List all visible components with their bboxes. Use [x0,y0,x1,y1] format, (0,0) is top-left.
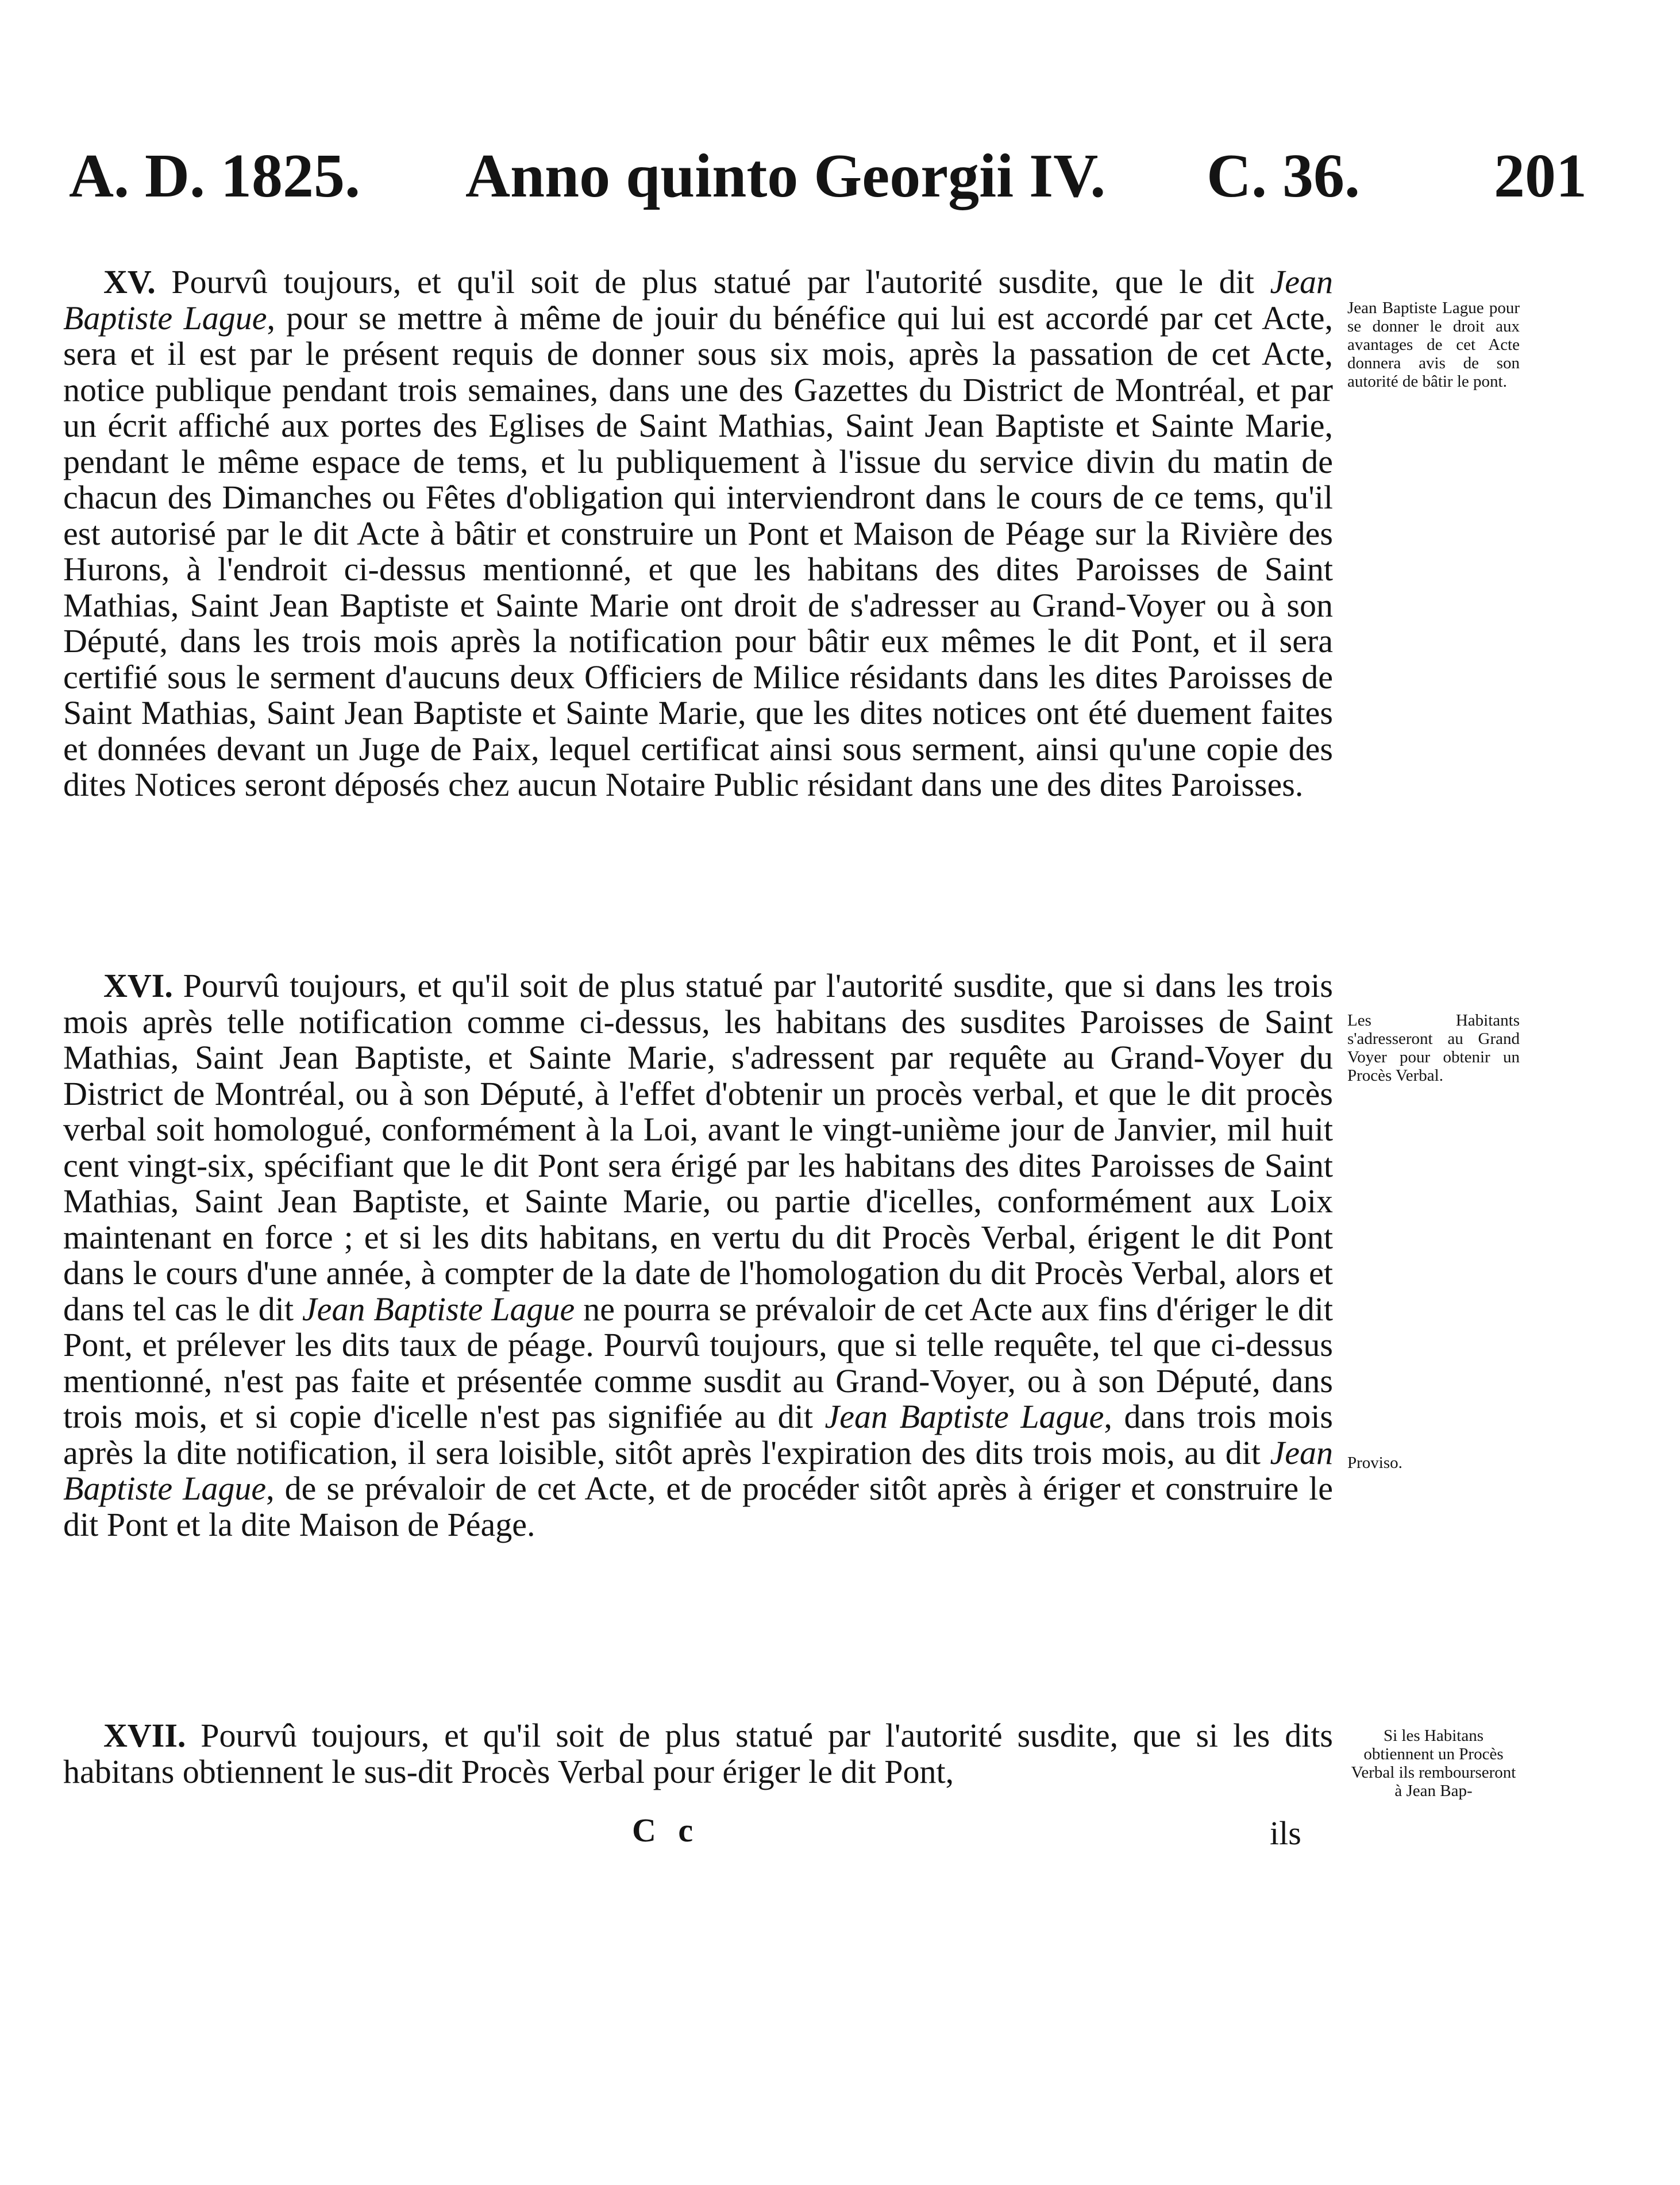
section-xvii-number: XVII. [103,1717,186,1754]
margin-note-xvii: Si les Habitans obtiennent un Procès Verbal ils rembourseront à Jean Bap- [1351,1727,1516,1800]
section-xvi-text-4: , de se prévaloir de cet Acte, et de procéder sitôt après à ériger et construire le dit Pont et la dite Maison de Péage. [63,1470,1333,1543]
section-xvi-name-1: Jean Baptiste Lague [302,1290,575,1328]
page-number: 201 [1494,142,1587,210]
signature-mark: C c [632,1812,700,1849]
section-xvi-text-3: , dans trois mois après la dite notification, il sera loisible, sitôt après l'expiration des dits trois mois, au dit [63,1398,1334,1471]
section-xvii [63,1718,1333,1790]
section-xvii-text-1: Pourvû toujours, et qu'il soit de plus statué par l'autorité susdite, que si les dits habitans obtiennent le sus-dit Procès Verbal pour ériger le dit Pont, [63,1717,1334,1790]
header-title: Anno quinto Georgii IV. [465,142,1106,210]
margin-note-xv: Jean Baptiste Lague pour se donner le droit aux avantages de cet Acte donnera avis de son autorité de bâtir le pont. [1347,299,1520,391]
section-xvi-text-1: Pourvû toujours, et qu'il soit de plus statué par l'autorité susdite, que si dans les trois mois après telle notification comme ci-dessus, les habitans des susdites Paroisses de Saint Mathias, Saint Jean Baptiste, et Sainte Marie, s'adressent par requête au Grand-Voyer du District de Montréal, ou à son Député, à l'effet d'obtenir un procès verbal, et que le dit procès verbal soit homologué, conformément à la Loi, avant le vingt-unième jour de Janvier, mil huit cent vingt-six, spécifiant que le dit Pont sera érigé par les habitans des dites Paroisses de Saint Mathias, Saint Jean Baptiste, et Sainte Marie, ou partie d'icelles, conformément aux Loix maintenant en force ; et si les dits habitans, en vertu du dit Procès Verbal, érigent le dit Pont dans le cours d'une année, à compter de la date de l'homologation du dit Procès Verbal, alors et dans tel cas le dit [63,967,1333,1328]
section-xvi-name-3: Jean Baptiste Lague [63,1433,1333,1507]
section-xv-text-1: Pourvû toujours, et qu'il soit de plus statué par l'autorité susdite, que le dit [171,263,1270,300]
section-xv [63,264,1333,803]
margin-note-xvi: Les Habitants s'adresseront au Grand Voyer pour obtenir un Procès Verbal. [1347,1011,1520,1085]
section-xv-text-2: , pour se mettre à même de jouir du bénéfice qui lui est accordé par cet Acte, sera et il est par le présent requis de donner sous six mois, après la passation de cet Acte, notice publique pendant trois semaines, dans une des Gazettes du District de Montréal, et par un écrit affiché aux portes des Eglises de Saint Mathias, Saint Jean Baptiste et Sainte Marie, pendant le même espace de tems, et lu publiquement à l'issue du service divin du matin de chacun des Dimanches ou Fêtes d'obligation qui interviendront dans le cours de ce tems, qu'il est autorisé par le dit Acte à bâtir et construire un Pont et Maison de Péage sur la Rivière des Hurons, à l'endroit ci-dessus mentionné, et que les habitans des dites Paroisses de Saint Mathias, Saint Jean Baptiste et Sainte Marie ont droit de s'adresser au Grand-Voyer ou à son Député, dans les trois mois après la notification pour bâtir eux mêmes le dit Pont, et il sera certifié sous le serment d'aucuns deux Officiers de Milice résidants dans les dites Paroisses de Saint Mathias, Saint Jean Baptiste et Sainte Marie, que les dites notices ont été duement faites et données devant un Juge de Paix, lequel certificat ainsi sous serment, ainsi qu'une copie des dites Notices seront déposés chez aucun Notaire Public résidant dans une des dites Paroisses. [63,299,1334,803]
header-chapter: C. 36. [1207,142,1360,210]
section-xvi-text [63,968,1333,1543]
section-xvi [63,968,1333,1543]
section-xvi-name-2: Jean Baptiste Lague [824,1398,1104,1435]
section-xvii-text [63,1718,1333,1790]
section-xv-text [63,264,1333,803]
header-year: A. D. 1825. [69,142,360,210]
section-xvi-text-2: ne pourra se prévaloir de cet Acte aux fins d'ériger le dit Pont, et prélever les dits taux de péage. Pourvû toujours, que si telle requête, tel que ci-dessus mentionné, n'est pas faite et présentée comme susdit au Grand-Voyer, ou à son Député, dans trois mois, et si copie d'icelle n'est pas signifiée au dit [63,1290,1333,1435]
running-header [69,133,1587,219]
catchword: ils [1270,1814,1301,1852]
section-xv-name-1: Jean Baptiste Lague [63,263,1334,337]
section-xv-number: XV. [103,263,156,300]
margin-note-proviso: Proviso. [1347,1454,1402,1472]
section-xvi-number: XVI. [103,967,173,1004]
